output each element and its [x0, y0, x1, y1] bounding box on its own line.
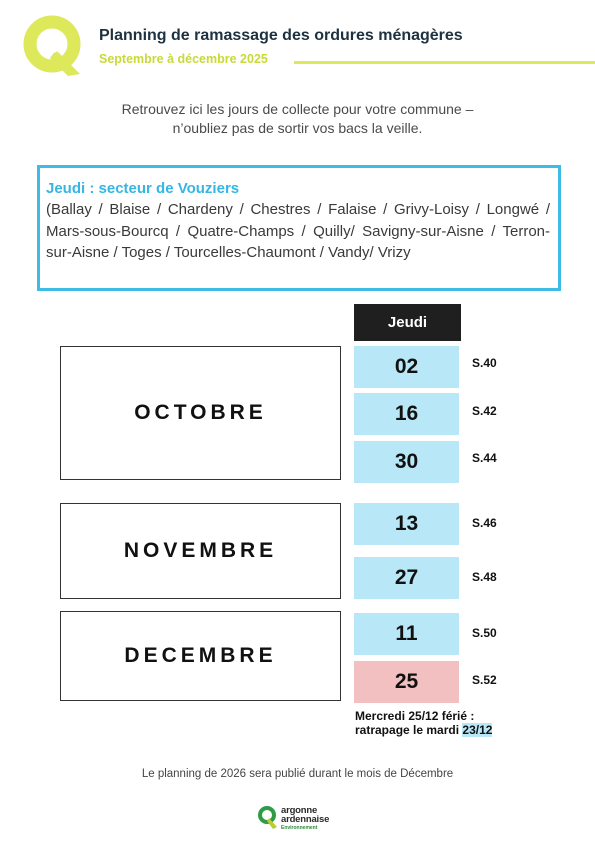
date-cell: 13: [354, 503, 459, 545]
holiday-note: [355, 709, 525, 737]
date-cell: 30: [354, 441, 459, 483]
date-cell: 02: [354, 346, 459, 388]
brand-tagline: Environnement: [281, 825, 318, 831]
brand-name: [281, 806, 329, 824]
intro-line-2: n’oubliez pas de sortir vos bacs la veille.: [172, 120, 423, 136]
date-cell: 27: [354, 557, 459, 599]
argonne-logo-icon: [22, 14, 84, 78]
brand-logo: [257, 805, 347, 835]
brand-mark-icon: [257, 805, 279, 831]
date-cell: 11: [354, 613, 459, 655]
sector-box: [37, 165, 561, 291]
sector-title: Jeudi : secteur de Vouziers: [46, 180, 240, 197]
holiday-note-date: 23/12: [462, 723, 493, 737]
week-number: S.46: [472, 516, 497, 530]
brand-line-2: ardennaise: [281, 814, 330, 825]
month-november: NOVEMBRE: [60, 503, 341, 599]
holiday-note-text: Mercredi 25/12 férié : ratrapage le mardi: [355, 709, 475, 737]
month-december: DECEMBRE: [60, 611, 341, 701]
week-number: S.40: [472, 356, 497, 370]
week-number: S.52: [472, 673, 497, 687]
footer-note: Le planning de 2026 sera publié durant le mois de Décembre: [141, 768, 454, 780]
page-title: Planning de ramassage des ordures ménagères: [99, 27, 463, 44]
week-number: S.50: [472, 626, 497, 640]
page-subtitle: Septembre à décembre 2025: [99, 52, 268, 66]
date-cell: 16: [354, 393, 459, 435]
intro-text: [40, 100, 555, 138]
month-october: OCTOBRE: [60, 346, 341, 480]
sector-towns: (Ballay / Blaise / Chardeny / Chestres / Falaise / Grivy-Loisy / Longwé / Mars-sous-Bourcq / Quatre-Champs / Quilly/ Savigny-sur-Aisne / Terron-sur-Aisne / Toges / Tourcelles-Chaumont / Vandy/ Vrizy: [46, 201, 550, 261]
subtitle-divider: [294, 61, 595, 64]
intro-line-1: Retrouvez ici les jours de collecte pour votre commune –: [121, 101, 474, 117]
brand-line-1: argonne: [281, 805, 318, 816]
week-number: S.44: [472, 451, 497, 465]
date-cell-holiday: 25: [354, 661, 459, 703]
week-number: S.42: [472, 404, 497, 418]
week-number: S.48: [472, 570, 497, 584]
day-header: Jeudi: [354, 304, 461, 341]
